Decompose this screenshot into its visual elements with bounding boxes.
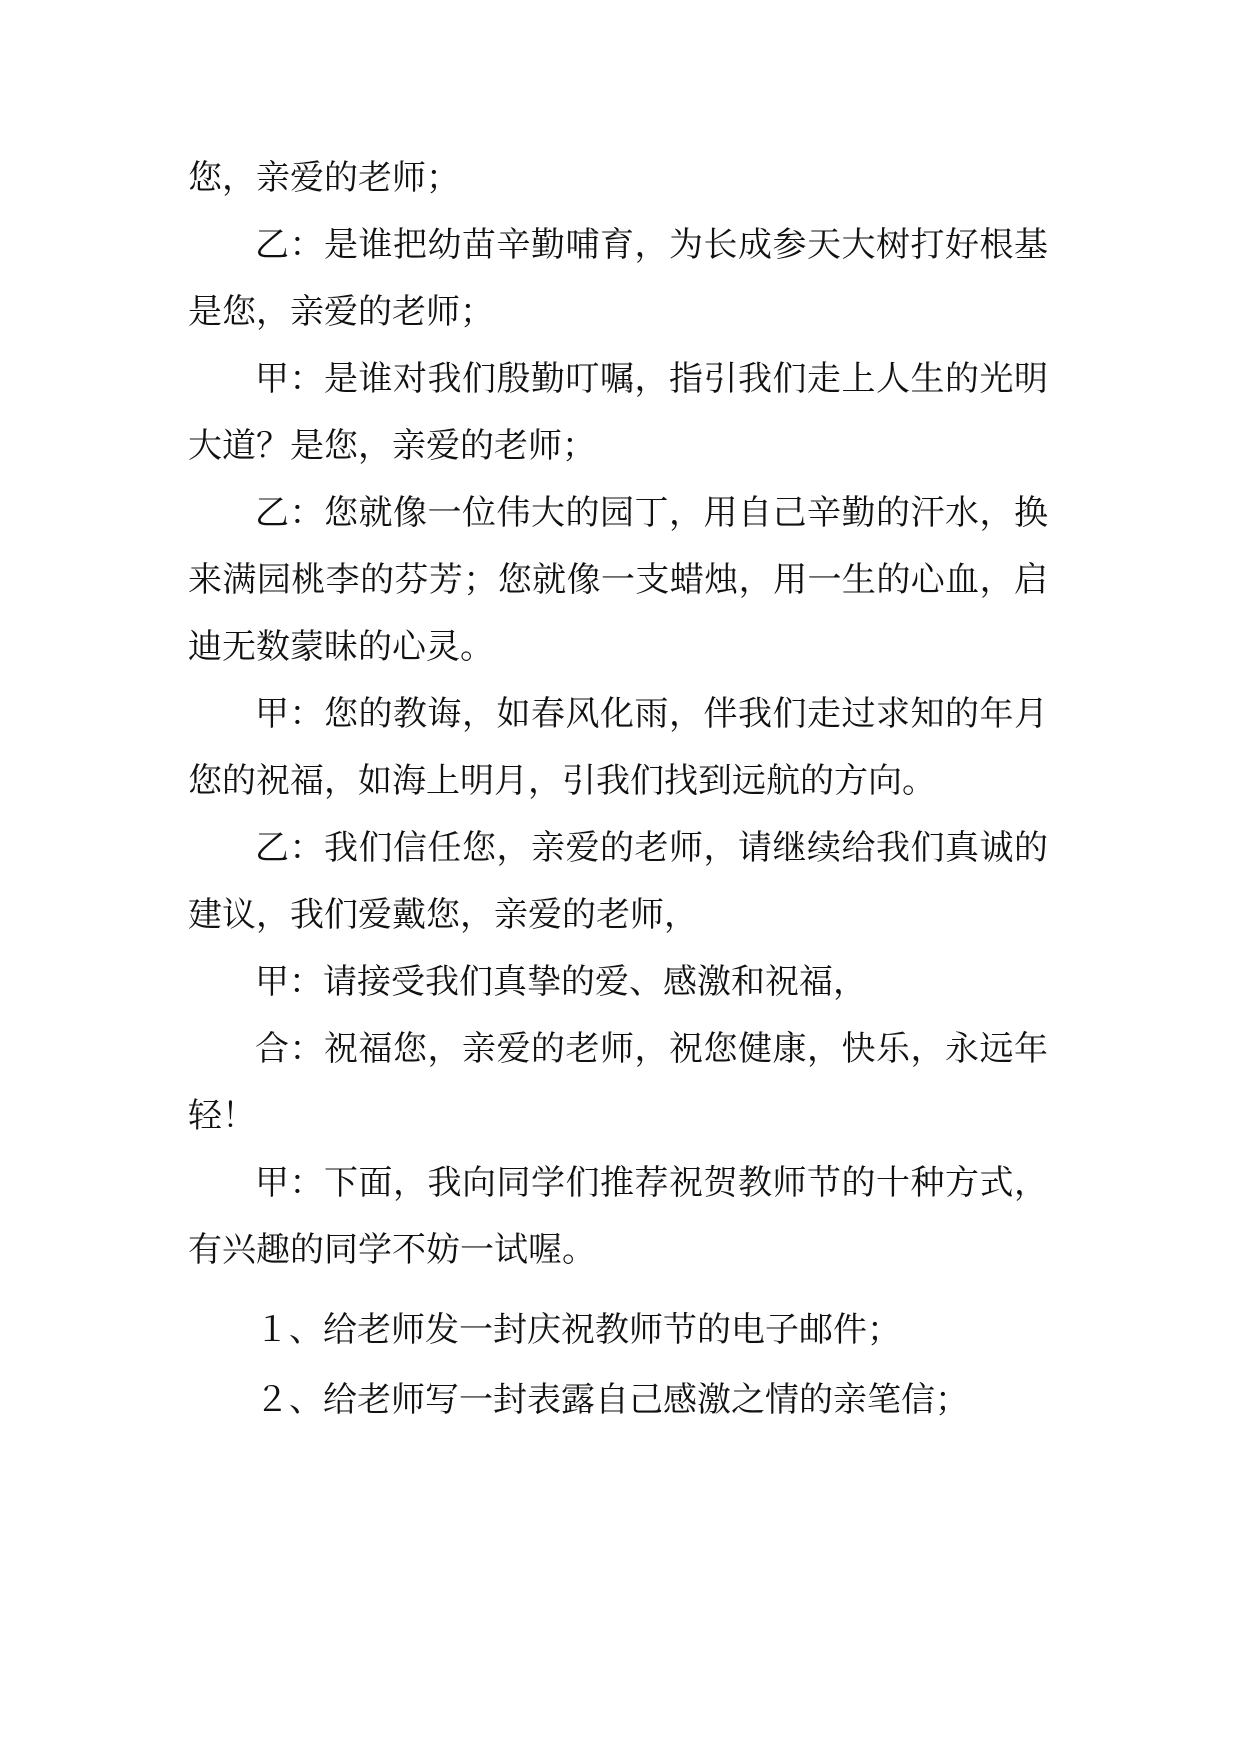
text-line: 轻！ (188, 1096, 256, 1136)
text-line: 建议，我们爱戴您，亲爱的老师， (188, 895, 698, 935)
text-line: 您，亲爱的老师； (188, 158, 460, 198)
text-line: 迪无数蒙昧的心灵。 (188, 627, 494, 667)
text-line: 乙：是谁把幼苗辛勤哺育，为长成参天大树打好根基 (255, 225, 1048, 265)
text-line: 您的祝福，如海上明月，引我们找到远航的方向。 (188, 761, 936, 801)
text-line: 合：祝福您，亲爱的老师，祝您健康，快乐，永远年 (255, 1029, 1048, 1069)
list-item: １、给老师发一封庆祝教师节的电子邮件； (255, 1310, 901, 1350)
text-line: 有兴趣的同学不妨一试喔。 (188, 1230, 596, 1270)
text-line: 甲：下面，我向同学们推荐祝贺教师节的十种方式， (255, 1163, 1048, 1203)
text-line: 甲：您的教诲，如春风化雨，伴我们走过求知的年月 (255, 694, 1048, 734)
text-line: 来满园桃李的芬芳；您就像一支蜡烛，用一生的心血，启 (188, 560, 1048, 600)
text-line: 大道？是您，亲爱的老师； (188, 426, 596, 466)
text-line: 乙：您就像一位伟大的园丁，用自己辛勤的汗水，换 (255, 493, 1048, 533)
text-line: 甲：是谁对我们殷勤叮嘱，指引我们走上人生的光明 (255, 359, 1048, 399)
text-line: 是您，亲爱的老师； (188, 292, 494, 332)
text-line: 乙：我们信任您，亲爱的老师，请继续给我们真诚的 (255, 828, 1048, 868)
text-line: 甲：请接受我们真挚的爱、感激和祝福， (255, 962, 867, 1002)
list-item: ２、给老师写一封表露自己感激之情的亲笔信； (255, 1380, 969, 1420)
